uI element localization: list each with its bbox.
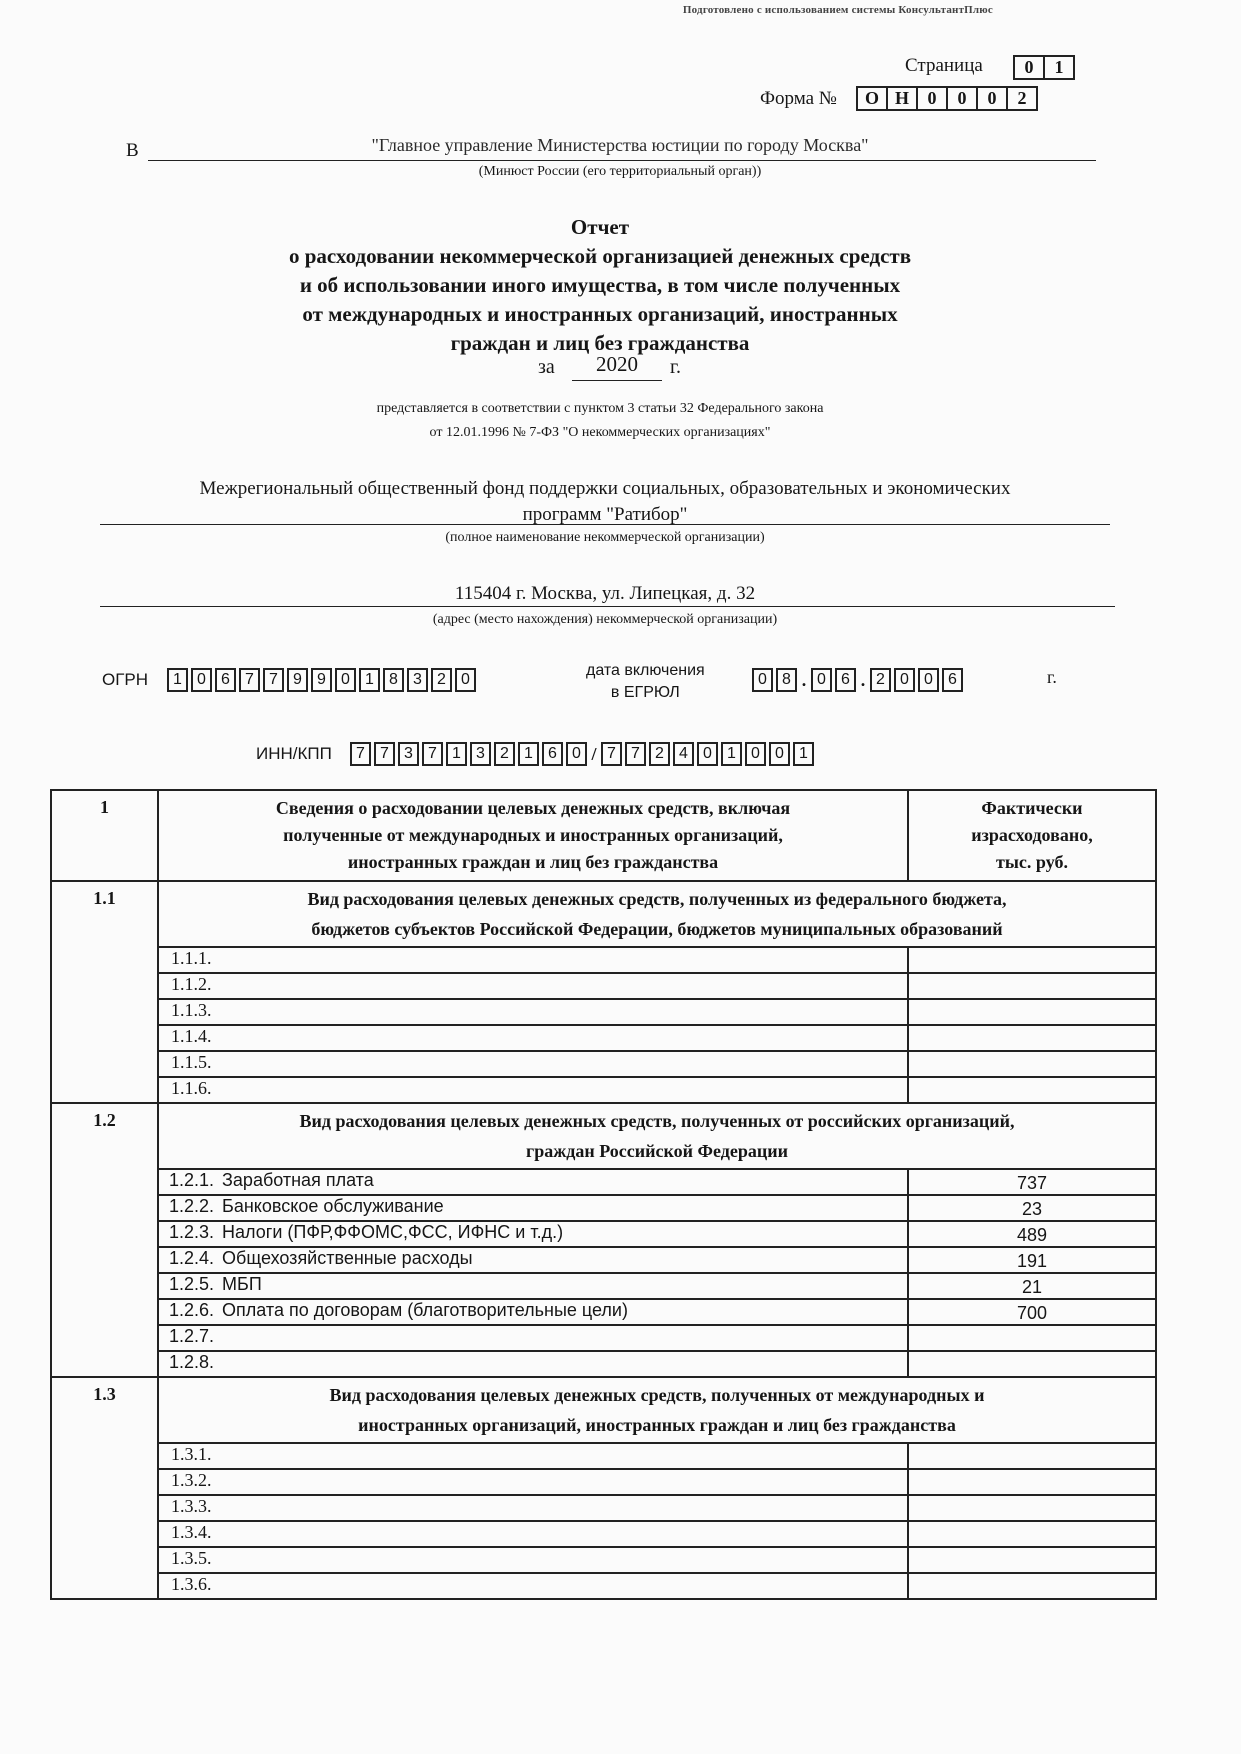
row-label-cell	[158, 1351, 908, 1377]
row-code: 1.3.2.	[171, 1470, 212, 1490]
egrul-year-digit-3: 0	[918, 668, 939, 692]
header-value-line-2: израсходовано,	[971, 825, 1093, 845]
inn-digit-9: 6	[542, 742, 563, 766]
row-value-cell: 21	[908, 1273, 1156, 1299]
table-row	[51, 1495, 1156, 1521]
section-num-cell: 1.3	[51, 1377, 158, 1599]
row-label-cell	[158, 1273, 908, 1299]
header-title-line-1: Сведения о расходовании целевых денежных средств, включая	[275, 798, 791, 818]
page-label: Страница	[905, 55, 983, 76]
row-label-cell	[158, 1521, 908, 1547]
section-title-line-1: Вид расходования целевых денежных средств, полученных от российских организаций,	[299, 1111, 1015, 1131]
form-digit-6: 2	[1008, 88, 1038, 109]
inn-kpp-cells	[350, 742, 814, 766]
table-row	[51, 1169, 1156, 1195]
egrul-dot-1: .	[801, 669, 807, 690]
row-label-cell	[158, 1169, 908, 1195]
header-value-line-3: тыс. руб.	[996, 852, 1068, 872]
table-row	[51, 947, 1156, 973]
row-code: 1.3.3.	[171, 1496, 212, 1516]
table-row	[51, 1469, 1156, 1495]
table-row	[51, 1273, 1156, 1299]
title-line-4: от международных и иностранных организаций, иностранных	[302, 302, 898, 326]
year-prefix: за	[538, 356, 555, 378]
year-suffix: г.	[670, 356, 681, 378]
row-code: 1.1.3.	[171, 1000, 212, 1020]
section-title-line-2: иностранных организаций, иностранных граждан и лиц без гражданства	[358, 1415, 956, 1435]
recipient-line	[148, 160, 1096, 161]
ogrn-digit-1: 1	[167, 668, 188, 692]
row-code: 1.1.6.	[171, 1078, 212, 1098]
row-code: 1.2.2.	[169, 1196, 215, 1216]
inn-kpp-label: ИНН/КПП	[256, 744, 332, 763]
row-label-cell	[158, 1469, 908, 1495]
row-label-cell	[158, 947, 908, 973]
row-label-cell	[158, 1443, 908, 1469]
ogrn-digit-12: 2	[431, 668, 452, 692]
row-label-cell	[158, 1221, 908, 1247]
row-label-cell	[158, 999, 908, 1025]
table-row	[51, 1051, 1156, 1077]
title-line-2: о расходовании некоммерческой организацией денежных средств	[288, 244, 912, 268]
org-name-line-2: программ "Ратибор"	[522, 504, 688, 525]
table-row	[51, 999, 1156, 1025]
page-digit-2: 1	[1045, 57, 1075, 78]
form-number-boxes	[856, 86, 1038, 111]
kpp-digit-6: 1	[721, 742, 742, 766]
row-code: 1.3.4.	[171, 1522, 212, 1542]
inn-digit-10: 0	[566, 742, 587, 766]
row-value-cell	[908, 1469, 1156, 1495]
row-code: 1.1.1.	[171, 948, 212, 968]
kpp-digit-4: 4	[673, 742, 694, 766]
report-year: 2020	[596, 352, 638, 376]
inn-digit-8: 1	[518, 742, 539, 766]
egrul-dot-2: .	[860, 669, 866, 690]
row-code: 1.2.5.	[169, 1274, 215, 1294]
section-row	[51, 881, 1156, 947]
egrul-day-digit-1: 0	[752, 668, 773, 692]
legal-basis	[100, 397, 1100, 445]
ogrn-digit-5: 7	[263, 668, 284, 692]
egrul-month-digit-2: 6	[835, 668, 856, 692]
title-line-5: граждан и лиц без гражданства	[450, 331, 750, 355]
row-value-cell: 737	[908, 1169, 1156, 1195]
row-label-cell	[158, 1299, 908, 1325]
row-code: 1.1.2.	[171, 974, 212, 994]
row-label: Общехозяйственные расходы	[222, 1248, 473, 1268]
row-value-cell	[908, 1051, 1156, 1077]
section-num-cell: 1.2	[51, 1103, 158, 1377]
row-value-cell	[908, 1573, 1156, 1599]
kpp-digit-9: 1	[793, 742, 814, 766]
row-value-cell	[908, 1351, 1156, 1377]
row-value-cell	[908, 1325, 1156, 1351]
section-title-line-2: граждан Российской Федерации	[526, 1141, 788, 1161]
ogrn-digit-10: 8	[383, 668, 404, 692]
row-code: 1.1.4.	[171, 1026, 212, 1046]
section-title-cell	[158, 881, 1156, 947]
row-label-cell	[158, 1573, 908, 1599]
report-title	[100, 213, 1100, 358]
ogrn-digit-4: 7	[239, 668, 260, 692]
ogrn-digit-13: 0	[455, 668, 476, 692]
ogrn-digit-2: 0	[191, 668, 212, 692]
row-code: 1.3.6.	[171, 1574, 212, 1594]
row-code: 1.3.1.	[171, 1444, 212, 1464]
form-label: Форма №	[760, 88, 837, 109]
table-row	[51, 1247, 1156, 1273]
table-row	[51, 1221, 1156, 1247]
ogrn-digit-8: 0	[335, 668, 356, 692]
row-value-cell	[908, 1521, 1156, 1547]
expenditure-table	[50, 789, 1157, 1600]
kpp-digit-7: 0	[745, 742, 766, 766]
section-title-line-2: бюджетов субъектов Российской Федерации, бюджетов муниципальных образований	[311, 919, 1003, 939]
table-row	[51, 1077, 1156, 1103]
to-prefix: В	[126, 140, 139, 161]
row-label: Налоги (ПФР,ФФОМС,ФСС, ИФНС и т.д.)	[222, 1222, 564, 1242]
header-value-line-1: Фактически	[981, 798, 1083, 818]
header-title-line-3: иностранных граждан и лиц без гражданства	[347, 852, 719, 872]
inn-kpp-slash: /	[591, 743, 597, 764]
form-digit-5: 0	[978, 88, 1008, 109]
row-value-cell	[908, 1077, 1156, 1103]
row-label: Оплата по договорам (благотворительные цели)	[222, 1300, 628, 1320]
row-value-cell: 700	[908, 1299, 1156, 1325]
section-title-line-1: Вид расходования целевых денежных средств, полученных из федерального бюджета,	[307, 889, 1007, 909]
ogrn-digit-3: 6	[215, 668, 236, 692]
recipient-caption: (Минюст России (его территориальный орган))	[478, 164, 762, 179]
row-label-cell	[158, 1547, 908, 1573]
recipient-name: "Главное управление Министерства юстиции по городу Москва"	[371, 135, 869, 155]
row-value-cell: 191	[908, 1247, 1156, 1273]
row-value-cell	[908, 1443, 1156, 1469]
kpp-digit-8: 0	[769, 742, 790, 766]
row-label-cell	[158, 1051, 908, 1077]
row-code: 1.2.3.	[169, 1222, 215, 1242]
kpp-digit-1: 7	[601, 742, 622, 766]
kpp-digit-5: 0	[697, 742, 718, 766]
section-row	[51, 1377, 1156, 1443]
egrul-year-digit-2: 0	[894, 668, 915, 692]
egrul-month-digit-1: 0	[811, 668, 832, 692]
kpp-digit-2: 7	[625, 742, 646, 766]
header-num-cell: 1	[51, 790, 158, 881]
org-name-caption: (полное наименование некоммерческой организации)	[445, 530, 765, 545]
inn-digit-2: 7	[374, 742, 395, 766]
section-title-cell	[158, 1103, 1156, 1169]
form-digit-3: 0	[918, 88, 948, 109]
egrul-label-line-2: в ЕГРЮЛ	[610, 684, 680, 701]
section-num-cell: 1.1	[51, 881, 158, 1103]
row-value-cell: 23	[908, 1195, 1156, 1221]
table-row	[51, 973, 1156, 999]
org-address-caption: (адрес (место нахождения) некоммерческой организации)	[432, 612, 778, 627]
section-title-cell	[158, 1377, 1156, 1443]
title-line-3: и об использовании иного имущества, в том числе полученных	[299, 273, 901, 297]
section-title-line-1: Вид расходования целевых денежных средств, полученных от международных и	[329, 1385, 985, 1405]
row-label-cell	[158, 1077, 908, 1103]
header-value-cell	[908, 790, 1156, 881]
table-header-row	[51, 790, 1156, 881]
org-name	[100, 476, 1110, 528]
org-address: 115404 г. Москва, ул. Липецкая, д. 32	[454, 583, 756, 604]
inn-digit-1: 7	[350, 742, 371, 766]
ogrn-digit-6: 9	[287, 668, 308, 692]
row-value-cell	[908, 1025, 1156, 1051]
row-value-cell	[908, 973, 1156, 999]
ogrn-cells	[167, 668, 476, 692]
page-digit-1: 0	[1015, 57, 1045, 78]
table-row	[51, 1195, 1156, 1221]
row-code: 1.1.5.	[171, 1052, 212, 1072]
row-label-cell	[158, 973, 908, 999]
inn-digit-5: 1	[446, 742, 467, 766]
row-label-cell	[158, 1325, 908, 1351]
row-value-cell: 489	[908, 1221, 1156, 1247]
org-name-line-1: Межрегиональный общественный фонд поддержки социальных, образовательных и экономических	[199, 478, 1011, 499]
kpp-digit-3: 2	[649, 742, 670, 766]
form-digit-1: О	[858, 88, 888, 109]
table-row	[51, 1025, 1156, 1051]
egrul-year-suffix: г.	[1047, 667, 1057, 687]
table-row	[51, 1547, 1156, 1573]
header-title-cell	[158, 790, 908, 881]
table-row	[51, 1299, 1156, 1325]
basis-line-2: от 12.01.1996 № 7-ФЗ "О некоммерческих организациях"	[429, 425, 771, 440]
row-code: 1.2.8.	[169, 1352, 215, 1372]
row-label: Заработная плата	[222, 1170, 374, 1190]
row-label-cell	[158, 1025, 908, 1051]
title-line-1: Отчет	[570, 215, 630, 239]
section-row	[51, 1103, 1156, 1169]
year-line	[572, 380, 662, 381]
row-code: 1.2.4.	[169, 1248, 215, 1268]
egrul-label	[586, 660, 705, 704]
form-digit-2: Н	[888, 88, 918, 109]
ogrn-digit-11: 3	[407, 668, 428, 692]
egrul-year-digit-1: 2	[870, 668, 891, 692]
inn-digit-3: 3	[398, 742, 419, 766]
org-address-line	[100, 606, 1115, 607]
row-value-cell	[908, 1547, 1156, 1573]
row-label-cell	[158, 1195, 908, 1221]
row-label-cell	[158, 1247, 908, 1273]
egrul-date-cells	[752, 668, 963, 692]
ogrn-digit-9: 1	[359, 668, 380, 692]
inn-digit-4: 7	[422, 742, 443, 766]
table-row	[51, 1521, 1156, 1547]
form-digit-4: 0	[948, 88, 978, 109]
row-code: 1.3.5.	[171, 1548, 212, 1568]
table-row	[51, 1573, 1156, 1599]
header-title-line-2: полученные от международных и иностранных организаций,	[283, 825, 783, 845]
egrul-day-digit-2: 8	[776, 668, 797, 692]
row-code: 1.2.6.	[169, 1300, 215, 1320]
row-value-cell	[908, 999, 1156, 1025]
table-row	[51, 1443, 1156, 1469]
egrul-year-digit-4: 6	[942, 668, 963, 692]
row-value-cell	[908, 1495, 1156, 1521]
row-code: 1.2.7.	[169, 1326, 215, 1346]
table-row	[51, 1351, 1156, 1377]
page-number-boxes	[1013, 55, 1075, 80]
basis-line-1: представляется в соответствии с пунктом 3 статьи 32 Федерального закона	[376, 401, 824, 416]
org-name-line	[100, 524, 1110, 525]
row-label-cell	[158, 1495, 908, 1521]
inn-digit-7: 2	[494, 742, 515, 766]
row-code: 1.2.1.	[169, 1170, 215, 1190]
row-value-cell	[908, 947, 1156, 973]
source-note: Подготовлено с использованием системы КонсультантПлюс	[682, 4, 993, 16]
table-row	[51, 1325, 1156, 1351]
ogrn-digit-7: 9	[311, 668, 332, 692]
ogrn-label: ОГРН	[102, 670, 149, 689]
inn-digit-6: 3	[470, 742, 491, 766]
egrul-label-line-1: дата включения	[586, 662, 705, 679]
row-label: Банковское обслуживание	[222, 1196, 444, 1216]
row-label: МБП	[222, 1274, 262, 1294]
